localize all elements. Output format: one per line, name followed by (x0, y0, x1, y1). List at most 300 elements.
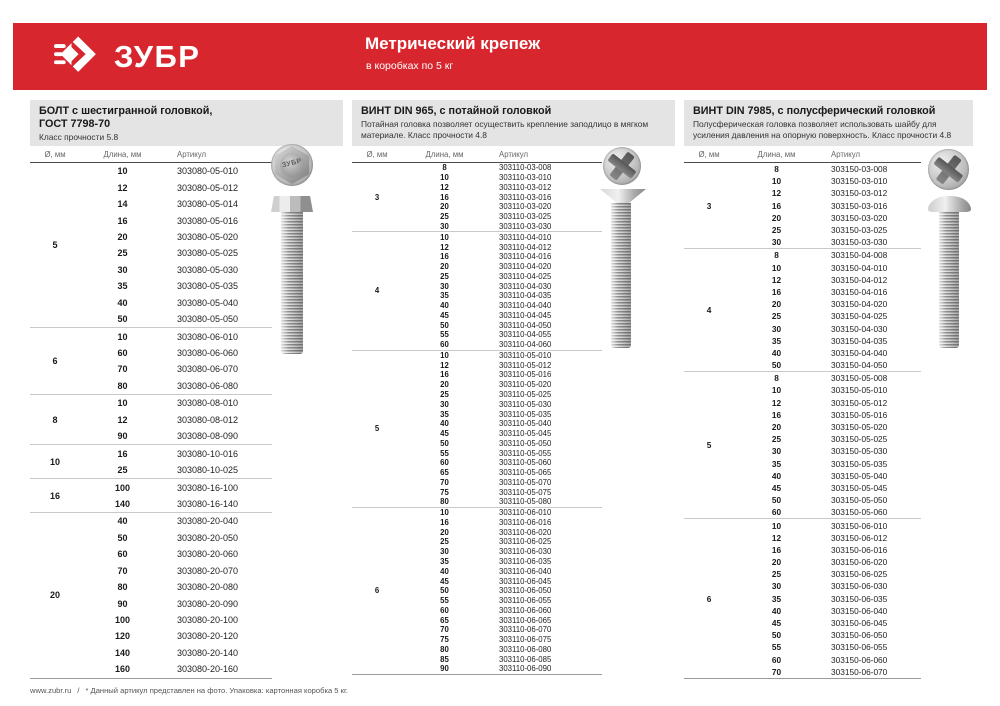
length-value: 12 (771, 397, 782, 408)
article-number: 303150-05-050 (831, 495, 888, 506)
table-row (734, 286, 921, 298)
table-row (80, 395, 272, 411)
article-number: 303110-06-050 (499, 586, 552, 596)
article-number: 303150-03-016 (831, 200, 888, 211)
article-number: 303110-05-016 (499, 370, 552, 380)
length-value: 10 (440, 232, 449, 242)
article-number: 303080-08-012 (177, 414, 239, 425)
article-number: 303110-03-008 (499, 163, 552, 173)
length-value: 85 (440, 654, 449, 664)
article-number: 303110-06-016 (499, 517, 552, 527)
table-row (402, 458, 602, 468)
length-value: 10 (440, 173, 449, 183)
table-header (352, 100, 675, 146)
diameter-value: 4 (706, 305, 712, 316)
article-number: 303110-04-010 (499, 232, 552, 242)
length-value: 30 (771, 237, 782, 248)
article-number: 303110-04-020 (499, 262, 552, 272)
article-number: 303110-06-045 (499, 576, 552, 586)
table-row (734, 163, 921, 175)
pan-head-screw-photo (925, 147, 995, 357)
table-row (402, 448, 602, 458)
length-value: 40 (117, 516, 128, 527)
article-number: 303150-03-008 (831, 164, 888, 175)
length-value: 140 (114, 647, 131, 658)
article-number: 303150-04-008 (831, 250, 888, 261)
diameter-value: 5 (374, 424, 380, 434)
diameter-group (30, 512, 272, 677)
table-row (402, 281, 602, 291)
zubr-logo (53, 32, 200, 82)
article-number: 303110-05-045 (499, 429, 552, 439)
length-value: 90 (440, 664, 449, 674)
diameter-group (684, 518, 921, 677)
article-number: 303150-04-025 (831, 311, 888, 322)
diameter-group (30, 444, 272, 478)
article-number: 303110-06-070 (499, 625, 552, 635)
table-row (734, 506, 921, 518)
length-value: 50 (440, 586, 449, 596)
length-value: 12 (440, 182, 449, 192)
table-title (361, 105, 666, 118)
table-title-line1: ВИНТ DIN 965, с потайной головкой (361, 105, 552, 117)
length-value: 16 (440, 252, 449, 262)
zubr-arrow-icon (53, 30, 105, 85)
length-value: 12 (440, 360, 449, 370)
article-number: 303150-03-012 (831, 188, 888, 199)
table-row (80, 661, 272, 677)
article-number: 303150-05-035 (831, 458, 888, 469)
table-row (734, 224, 921, 236)
table-row (734, 666, 921, 678)
length-value: 10 (771, 385, 782, 396)
table-row (80, 530, 272, 546)
length-value: 60 (440, 340, 449, 350)
article-number: 303150-04-012 (831, 274, 888, 285)
table-row (80, 579, 272, 595)
pan-head-screw-thread (939, 212, 959, 348)
article-number: 303110-06-080 (499, 644, 552, 654)
article-number: 303080-06-070 (177, 364, 239, 375)
length-value: 12 (771, 532, 782, 543)
length-value: 90 (117, 598, 128, 609)
column-headers (352, 146, 602, 163)
table-row (80, 479, 272, 495)
table-row (734, 409, 921, 421)
article-number: 303150-06-030 (831, 581, 888, 592)
article-number: 303110-05-075 (499, 487, 552, 497)
article-number: 303110-06-055 (499, 596, 552, 606)
article-number: 303080-20-140 (177, 647, 239, 658)
table-row (402, 468, 602, 478)
diameter-value: 6 (706, 593, 712, 604)
length-value: 12 (440, 242, 449, 252)
table-row (402, 419, 602, 429)
article-number: 303110-03-025 (499, 212, 552, 222)
length-value: 45 (440, 310, 449, 320)
article-number: 303110-06-040 (499, 566, 552, 576)
phillips-recess-icon (595, 139, 648, 192)
table-row (734, 617, 921, 629)
length-value: 60 (771, 654, 782, 665)
article-number: 303110-04-055 (499, 330, 552, 340)
table-row (402, 390, 602, 400)
article-number: 303150-05-030 (831, 446, 888, 457)
length-value: 35 (771, 335, 782, 346)
article-number: 303110-05-035 (499, 409, 552, 419)
length-value: 20 (771, 422, 782, 433)
article-number: 303080-05-025 (177, 248, 239, 259)
table-row (734, 249, 921, 261)
length-value: 30 (771, 446, 782, 457)
table-row (734, 397, 921, 409)
hex-bolt-thread (281, 212, 303, 354)
article-number: 303150-06-070 (831, 666, 888, 677)
article-number: 303150-06-020 (831, 557, 888, 568)
table-row (734, 532, 921, 544)
diameter-group (352, 507, 602, 674)
length-value: 20 (440, 380, 449, 390)
table-note: Класс прочности 5.8 (39, 131, 119, 142)
length-value: 60 (440, 605, 449, 615)
article-number: 303110-06-010 (499, 508, 552, 518)
article-number: 303110-05-012 (499, 360, 552, 370)
length-value: 45 (771, 482, 782, 493)
article-number: 303110-03-016 (499, 192, 552, 202)
page-title: Метрический крепеж (365, 34, 541, 53)
hex-bolt-top-view (271, 144, 313, 186)
length-value: 30 (440, 281, 449, 291)
table-row (80, 196, 272, 212)
article-number: 303150-06-025 (831, 569, 888, 580)
length-value: 40 (440, 419, 449, 429)
length-value: 140 (114, 498, 131, 509)
article-number: 303110-05-030 (499, 399, 552, 409)
article-number: 303110-06-030 (499, 547, 552, 557)
length-value: 10 (440, 508, 449, 518)
article-number: 303110-03-030 (499, 221, 552, 231)
article-number: 303080-05-012 (177, 182, 239, 193)
article-number: 303150-03-010 (831, 176, 888, 187)
length-value: 25 (440, 271, 449, 281)
table-row (734, 629, 921, 641)
article-number: 303110-05-010 (499, 350, 552, 360)
length-value: 60 (771, 507, 782, 518)
length-value: 55 (440, 448, 449, 458)
length-value: 50 (117, 532, 128, 543)
diameter-group (352, 163, 602, 231)
article-number: 303150-05-012 (831, 397, 888, 408)
length-value: 25 (440, 537, 449, 547)
footer-separator: / (77, 686, 80, 695)
article-number: 303150-05-060 (831, 507, 888, 518)
article-number: 303080-16-100 (177, 482, 239, 493)
article-number: 303110-05-060 (499, 458, 552, 468)
diameter-value: 6 (52, 356, 58, 367)
length-value: 50 (771, 630, 782, 641)
length-value: 70 (117, 364, 128, 375)
length-value: 25 (771, 225, 782, 236)
table-row (402, 271, 602, 281)
diameter-value: 3 (706, 200, 712, 211)
table-row (734, 654, 921, 666)
table-row (80, 262, 272, 278)
table-row (402, 654, 602, 664)
length-value: 160 (114, 664, 131, 675)
table-row (402, 202, 602, 212)
article-number: 303080-16-140 (177, 498, 239, 509)
table-row (80, 462, 272, 478)
table-row (734, 580, 921, 592)
table-row (402, 429, 602, 439)
length-value: 25 (771, 434, 782, 445)
table-row (402, 615, 602, 625)
length-value: 50 (771, 360, 782, 371)
hex-bolt-head-side (271, 196, 313, 212)
table-row (734, 556, 921, 568)
article-number: 303110-05-070 (499, 477, 552, 487)
article-number: 303150-05-008 (831, 373, 888, 384)
phillips-recess-icon (920, 141, 978, 199)
article-number: 303110-06-085 (499, 654, 552, 664)
diameter-group (684, 163, 921, 248)
table-row (734, 187, 921, 199)
article-number: 303080-06-010 (177, 331, 239, 342)
table-row (734, 482, 921, 494)
article-number: 303110-04-030 (499, 281, 552, 291)
hex-bolt-photo (263, 142, 343, 357)
length-value: 12 (117, 182, 128, 193)
article-number: 303080-08-010 (177, 398, 239, 409)
countersunk-screw-thread (611, 203, 631, 348)
table-row (80, 546, 272, 562)
article-number: 303150-06-060 (831, 654, 888, 665)
diameter-value: 5 (706, 440, 712, 451)
length-value: 120 (114, 631, 131, 642)
table-row (80, 563, 272, 579)
article-number: 303110-06-060 (499, 605, 552, 615)
length-value: 35 (771, 458, 782, 469)
column-headers (684, 146, 921, 163)
table-row (402, 232, 602, 242)
table-row (402, 173, 602, 183)
table-row (734, 458, 921, 470)
length-value: 55 (440, 330, 449, 340)
table-title-line1: ВИНТ DIN 7985, с полусферический головкой (693, 105, 936, 117)
length-value: 75 (440, 487, 449, 497)
table-row (80, 179, 272, 195)
article-number: 303110-04-035 (499, 291, 552, 301)
article-number: 303150-05-040 (831, 470, 888, 481)
article-number: 303150-05-010 (831, 385, 888, 396)
length-value: 16 (771, 544, 782, 555)
length-value: 65 (440, 615, 449, 625)
length-value: 25 (440, 212, 449, 222)
table-row (402, 252, 602, 262)
table-row (80, 345, 272, 361)
table-row (402, 518, 602, 528)
article-number: 303110-05-020 (499, 380, 552, 390)
length-value: 50 (771, 495, 782, 506)
article-number: 303150-04-050 (831, 360, 888, 371)
length-value: 80 (440, 644, 449, 654)
table-row (734, 445, 921, 457)
length-value: 50 (440, 438, 449, 448)
table-row (734, 384, 921, 396)
table-row (402, 625, 602, 635)
length-value: 16 (440, 370, 449, 380)
article-number: 303110-06-035 (499, 557, 552, 566)
countersunk-screw-top-view (603, 147, 641, 185)
diameter-group (30, 163, 272, 327)
table-row (80, 278, 272, 294)
table-row (402, 360, 602, 370)
diameter-value: 20 (49, 590, 60, 601)
length-value: 25 (117, 465, 128, 476)
table-row (402, 222, 602, 232)
length-value: 30 (771, 323, 782, 334)
table-row (80, 245, 272, 261)
article-number: 303150-03-020 (831, 212, 888, 223)
table-row (80, 628, 272, 644)
article-number: 303080-05-016 (177, 215, 239, 226)
table-row (734, 175, 921, 187)
length-value: 90 (117, 431, 128, 442)
table-row (734, 200, 921, 212)
page-subtitle: в коробках по 5 кг (366, 60, 454, 72)
table-row (80, 361, 272, 377)
column-header: Артикул (499, 149, 529, 159)
article-number: 303110-05-055 (499, 448, 552, 458)
article-number: 303080-05-050 (177, 314, 239, 325)
table-row (80, 295, 272, 311)
length-value: 10 (771, 520, 782, 531)
length-value: 35 (440, 409, 449, 419)
table-row (80, 612, 272, 628)
length-value: 40 (771, 470, 782, 481)
brand-name: ЗУБР (114, 39, 201, 74)
article-number: 303080-06-080 (177, 380, 239, 391)
length-value: 20 (440, 202, 449, 212)
article-number: 303150-06-055 (831, 642, 888, 653)
table-body (30, 163, 272, 679)
table-row (402, 399, 602, 409)
article-number: 303080-20-160 (177, 664, 239, 675)
length-value: 20 (771, 299, 782, 310)
length-value: 10 (117, 331, 128, 342)
diameter-group (352, 231, 602, 349)
table-title (39, 105, 334, 131)
article-number: 303080-10-025 (177, 465, 239, 476)
article-number: 303110-05-080 (499, 497, 552, 507)
length-value: 40 (440, 566, 449, 576)
table-row (402, 596, 602, 606)
length-value: 40 (771, 347, 782, 358)
table-row (80, 595, 272, 611)
length-value: 20 (771, 557, 782, 568)
length-value: 10 (440, 350, 449, 360)
article-number: 303150-06-016 (831, 544, 888, 555)
table-row (402, 537, 602, 547)
article-number: 303110-05-050 (499, 438, 552, 448)
article-number: 303080-05-035 (177, 281, 239, 292)
length-value: 60 (117, 549, 128, 560)
table-row (402, 340, 602, 350)
article-number: 303080-05-030 (177, 264, 239, 275)
article-number: 303110-06-020 (499, 527, 552, 537)
article-number: 303080-20-100 (177, 615, 239, 626)
table-row (402, 586, 602, 596)
column-header: Артикул (831, 149, 861, 159)
length-value: 50 (117, 314, 128, 325)
table-row (734, 433, 921, 445)
diameter-value: 8 (52, 414, 58, 425)
article-number: 303110-06-025 (499, 537, 552, 547)
table-row (734, 322, 921, 334)
article-number: 303150-06-045 (831, 618, 888, 629)
table-header (684, 100, 973, 146)
table-row (734, 212, 921, 224)
length-value: 35 (117, 281, 128, 292)
table-row (734, 421, 921, 433)
article-number: 303150-04-040 (831, 347, 888, 358)
article-number: 303080-05-020 (177, 231, 239, 242)
length-value: 60 (117, 348, 128, 359)
article-number: 303080-05-014 (177, 199, 239, 210)
article-number: 303080-20-040 (177, 516, 239, 527)
table-row (80, 428, 272, 444)
table-row (402, 242, 602, 252)
article-number: 303150-06-035 (831, 593, 888, 604)
table-row (734, 310, 921, 322)
article-number: 303080-05-040 (177, 297, 239, 308)
length-value: 35 (440, 291, 449, 301)
pan-head-side (928, 196, 971, 212)
article-number: 303150-05-045 (831, 482, 888, 493)
length-value: 16 (771, 286, 782, 297)
table-row (402, 320, 602, 330)
table-row (402, 487, 602, 497)
article-number: 303080-10-016 (177, 448, 239, 459)
length-value: 60 (440, 458, 449, 468)
table-row (402, 664, 602, 674)
length-value: 70 (440, 625, 449, 635)
article-number: 303150-06-040 (831, 605, 888, 616)
table-row (402, 183, 602, 193)
article-number: 303150-03-025 (831, 225, 888, 236)
article-number: 303110-06-075 (499, 635, 552, 645)
length-value: 35 (771, 593, 782, 604)
table-body (684, 163, 921, 679)
column-headers (30, 146, 272, 163)
article-number: 303150-04-020 (831, 299, 888, 310)
length-value: 70 (117, 565, 128, 576)
article-number: 303150-03-030 (831, 237, 888, 248)
length-value: 25 (771, 569, 782, 580)
diameter-group (684, 371, 921, 518)
length-value: 30 (117, 264, 128, 275)
column-header: Длина, мм (757, 149, 796, 159)
length-value: 10 (771, 176, 782, 187)
length-value: 8 (442, 163, 447, 173)
table-row (80, 229, 272, 245)
article-number: 303110-05-065 (499, 468, 552, 478)
article-number: 303110-03-010 (499, 173, 552, 183)
page-footer (30, 686, 348, 695)
table-row (402, 380, 602, 390)
article-number: 303080-06-060 (177, 348, 239, 359)
table-row (80, 445, 272, 461)
